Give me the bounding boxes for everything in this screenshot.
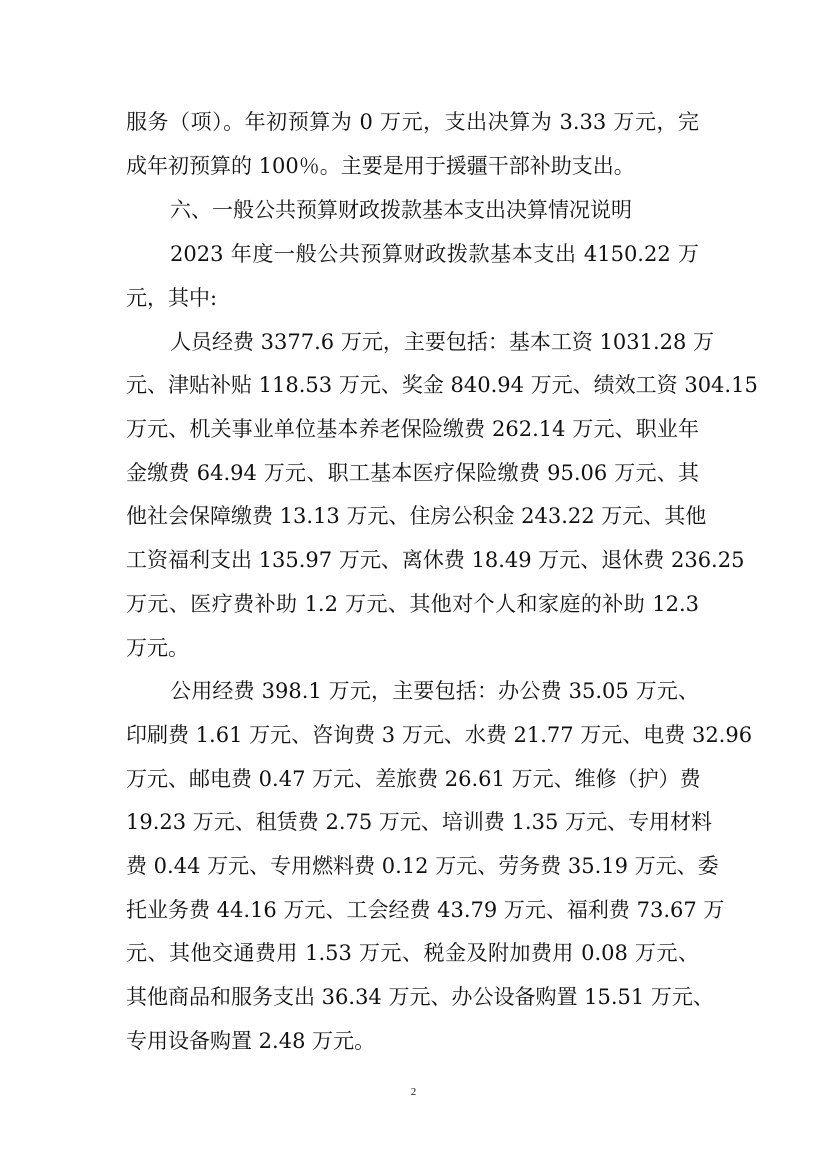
body-text-line: 成年初预算的 100％。主要是用于援疆干部补助支出。 [126,154,635,178]
body-text-line: 元、津贴补贴 118.53 万元、奖金 840.94 万元、绩效工资 304.15 [126,373,758,397]
body-text-line: 2023 年度一般公共预算财政拨款基本支出 4150.22 万 [170,242,699,266]
body-text-line: 万元、机关事业单位基本养老保险缴费 262.14 万元、职业年 [126,417,699,441]
body-text-line: 他社会保障缴费 13.13 万元、住房公积金 243.22 万元、其他 [126,504,707,528]
body-text-line: 19.23 万元、租赁费 2.75 万元、培训费 1.35 万元、专用材料 [126,810,713,834]
body-text-line: 服务（项）。年初预算为 0 万元，支出决算为 3.33 万元，完 [126,110,699,134]
body-text-line: 万元。 [126,636,189,660]
body-text-line: 万元、医疗费补助 1.2 万元、其他对个人和家庭的补助 12.3 [126,592,699,616]
body-text-line: 工资福利支出 135.97 万元、离休费 18.49 万元、退休费 236.25 [126,548,745,572]
body-text-line: 费 0.44 万元、专用燃料费 0.12 万元、劳务费 35.19 万元、委 [126,854,719,878]
body-text-line: 公用经费 398.1 万元，主要包括：办公费 35.05 万元、 [170,679,699,703]
section-heading: 六、一般公共预算财政拨款基本支出决算情况说明 [170,198,632,222]
body-text-line: 托业务费 44.16 万元、工会经费 43.79 万元、福利费 73.67 万 [126,898,725,922]
body-text-line: 人员经费 3377.6 万元，主要包括：基本工资 1031.28 万 [170,330,715,354]
body-text-line: 万元、邮电费 0.47 万元、差旅费 26.61 万元、维修（护）费 [126,767,701,791]
body-text-line: 金缴费 64.94 万元、职工基本医疗保险缴费 95.06 万元、其 [126,461,699,485]
page-number: 2 [410,1086,417,1098]
body-text-line: 元、其他交通费用 1.53 万元、税金及附加费用 0.08 万元、 [126,941,699,965]
body-text-line: 其他商品和服务支出 36.34 万元、办公设备购置 15.51 万元、 [126,985,714,1009]
body-text-line: 专用设备购置 2.48 万元。 [126,1029,376,1053]
body-text-line: 元，其中: [126,286,218,310]
body-text-line: 印刷费 1.61 万元、咨询费 3 万元、水费 21.77 万元、电费 32.96 [126,723,753,747]
